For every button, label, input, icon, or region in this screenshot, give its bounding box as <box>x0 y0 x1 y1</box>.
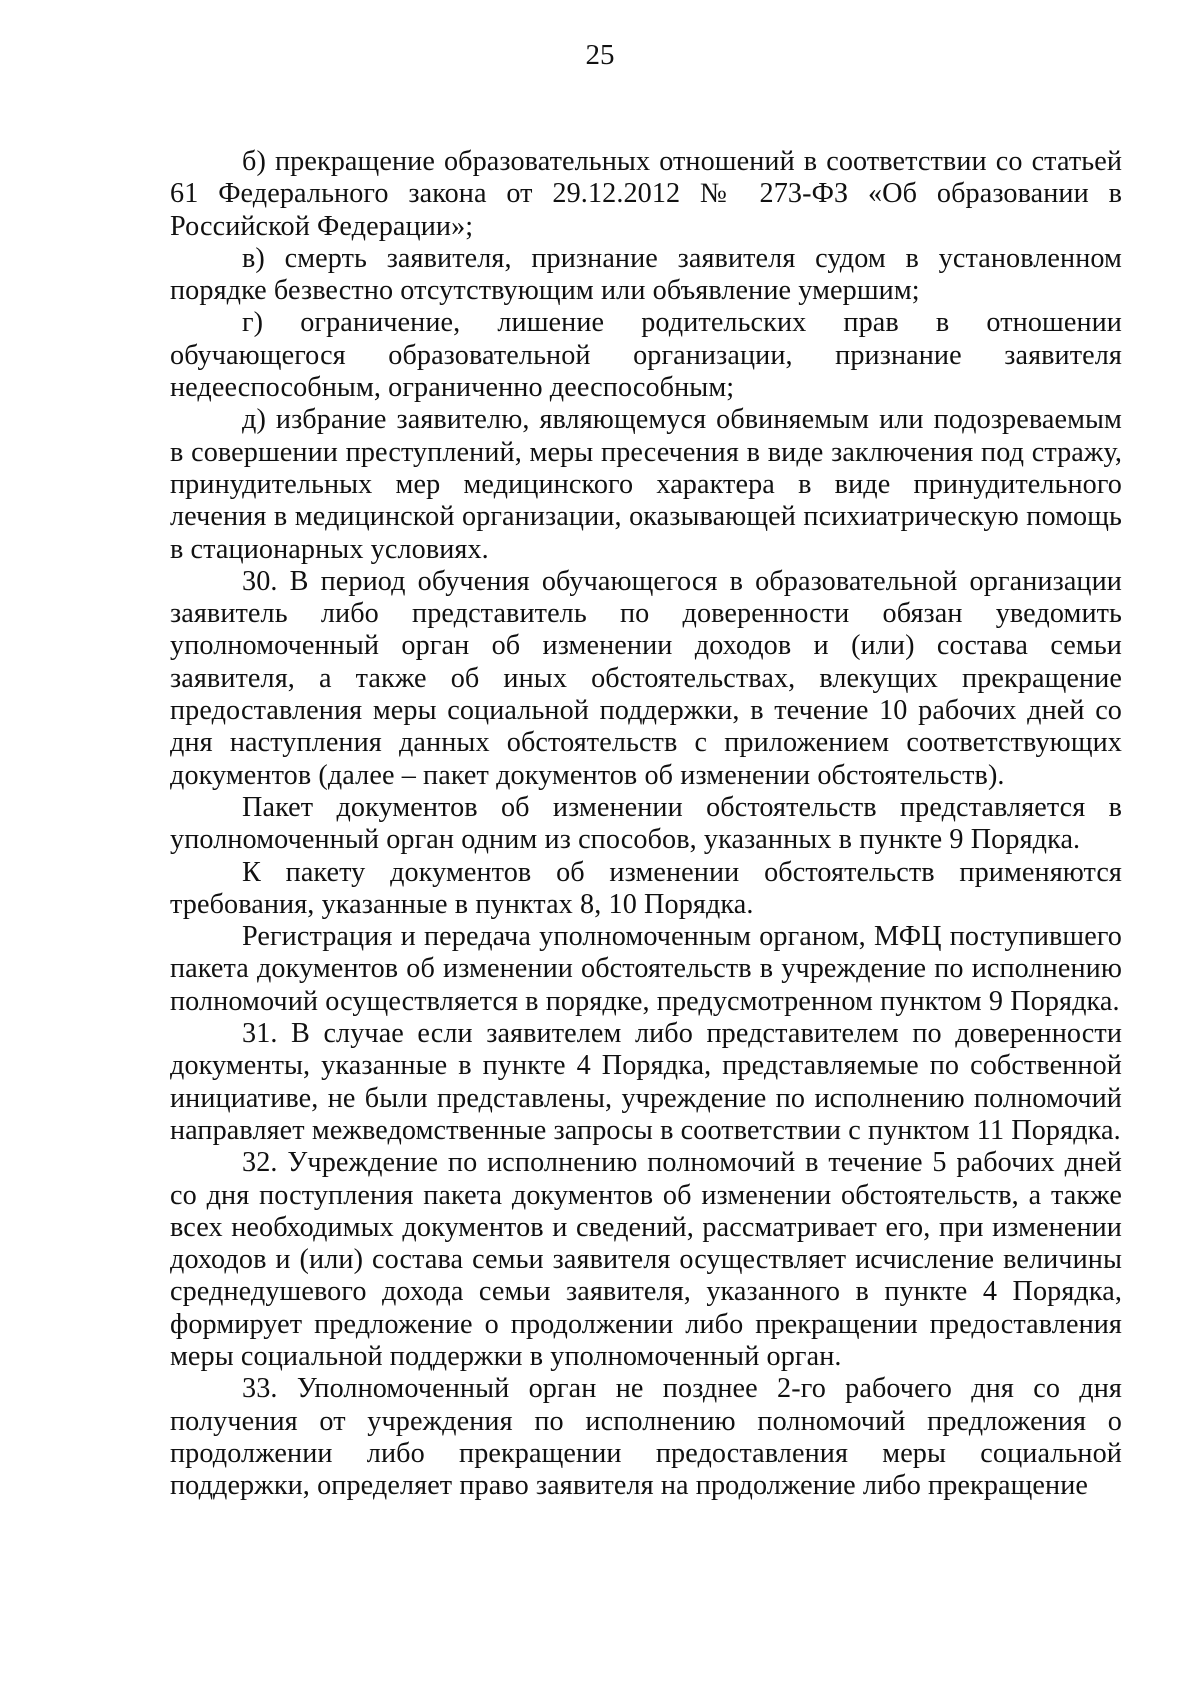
paragraph-33-authorized-body-decision: 33. Уполномоченный орган не позднее 2-го рабочего дня со дня получения от учреждения по исполнению полномочий предложения о продолжении либо прекращении предоставления меры социальной поддержки, определяет право заявителя на продолжение либо прекращение <box>170 1373 1122 1502</box>
paragraph-v-death-applicant: в) смерть заявителя, признание заявителя судом в установленном порядке безвестно отсутствующим или объявление умершим; <box>170 242 1122 307</box>
paragraph-document-package-submission: Пакет документов об изменении обстоятельств представляется в уполномоченный орган одним из способов, указанных в пункте 9 Порядка. <box>170 791 1122 856</box>
paragraph-31-interagency-requests: 31. В случае если заявителем либо представителем по доверенности документы, указанные в пункте 4 Порядка, представляемые по собственной инициативе, не были представлены, учреждение по исполнению полномочий направляет межведомственные запросы в соответствии с пунктом 11 Порядка. <box>170 1018 1122 1146</box>
paragraph-32-review-proposal: 32. Учреждение по исполнению полномочий в течение 5 рабочих дней со дня поступления пакета документов об изменении обстоятельств, а также всех необходимых документов и сведений, рассматривает его, при изменении доходов и (или) состава семьи заявителя осуществляет исчисление величины среднедушевого дохода семьи заявителя, указанного в пункте 4 Порядка, формирует предложение о продолжении либо прекращении предоставления меры социальной поддержки в уполномоченный орган. <box>170 1147 1122 1372</box>
document-body <box>170 146 1122 1502</box>
paragraph-30-notification: 30. В период обучения обучающегося в образовательной организации заявитель либо представитель по доверенности обязан уведомить уполномоченный орган об изменении доходов и (или) состава семьи заявителя, а также об иных обстоятельствах, влекущих прекращение предоставления меры социальной поддержки, в течение 10 рабочих дней со дня наступления данных обстоятельств с приложением соответствующих документов (далее – пакет документов об изменении обстоятельств). <box>170 565 1122 791</box>
paragraph-d-custody-measures: д) избрание заявителю, являющемуся обвиняемым или подозреваемым в совершении преступлений, меры пресечения в виде заключения под стражу, принудительных мер медицинского характера в виде принудительного лечения в медицинской организации, оказывающей психиатрическую помощь в стационарных условиях. <box>170 404 1122 565</box>
paragraph-g-parental-rights: г) ограничение, лишение родительских прав в отношении обучающегося образовательной организации, признание заявителя недееспособным, ограниченно дееспособным; <box>170 307 1122 404</box>
paragraph-b-termination-education: б) прекращение образовательных отношений в соответствии со статьей 61 Федерального закона от 29.12.2012 № 273-ФЗ «Об образовании в Российской Федерации»; <box>170 146 1122 242</box>
page-number: 25 <box>585 39 615 71</box>
paragraph-registration-transfer: Регистрация и передача уполномоченным органом, МФЦ поступившего пакета документов об изменении обстоятельств в учреждение по исполнению полномочий осуществляется в порядке, предусмотренном пунктом 9 Порядка. <box>170 921 1122 1017</box>
paragraph-package-requirements: К пакету документов об изменении обстоятельств применяются требования, указанные в пунктах 8, 10 Порядка. <box>170 856 1122 920</box>
